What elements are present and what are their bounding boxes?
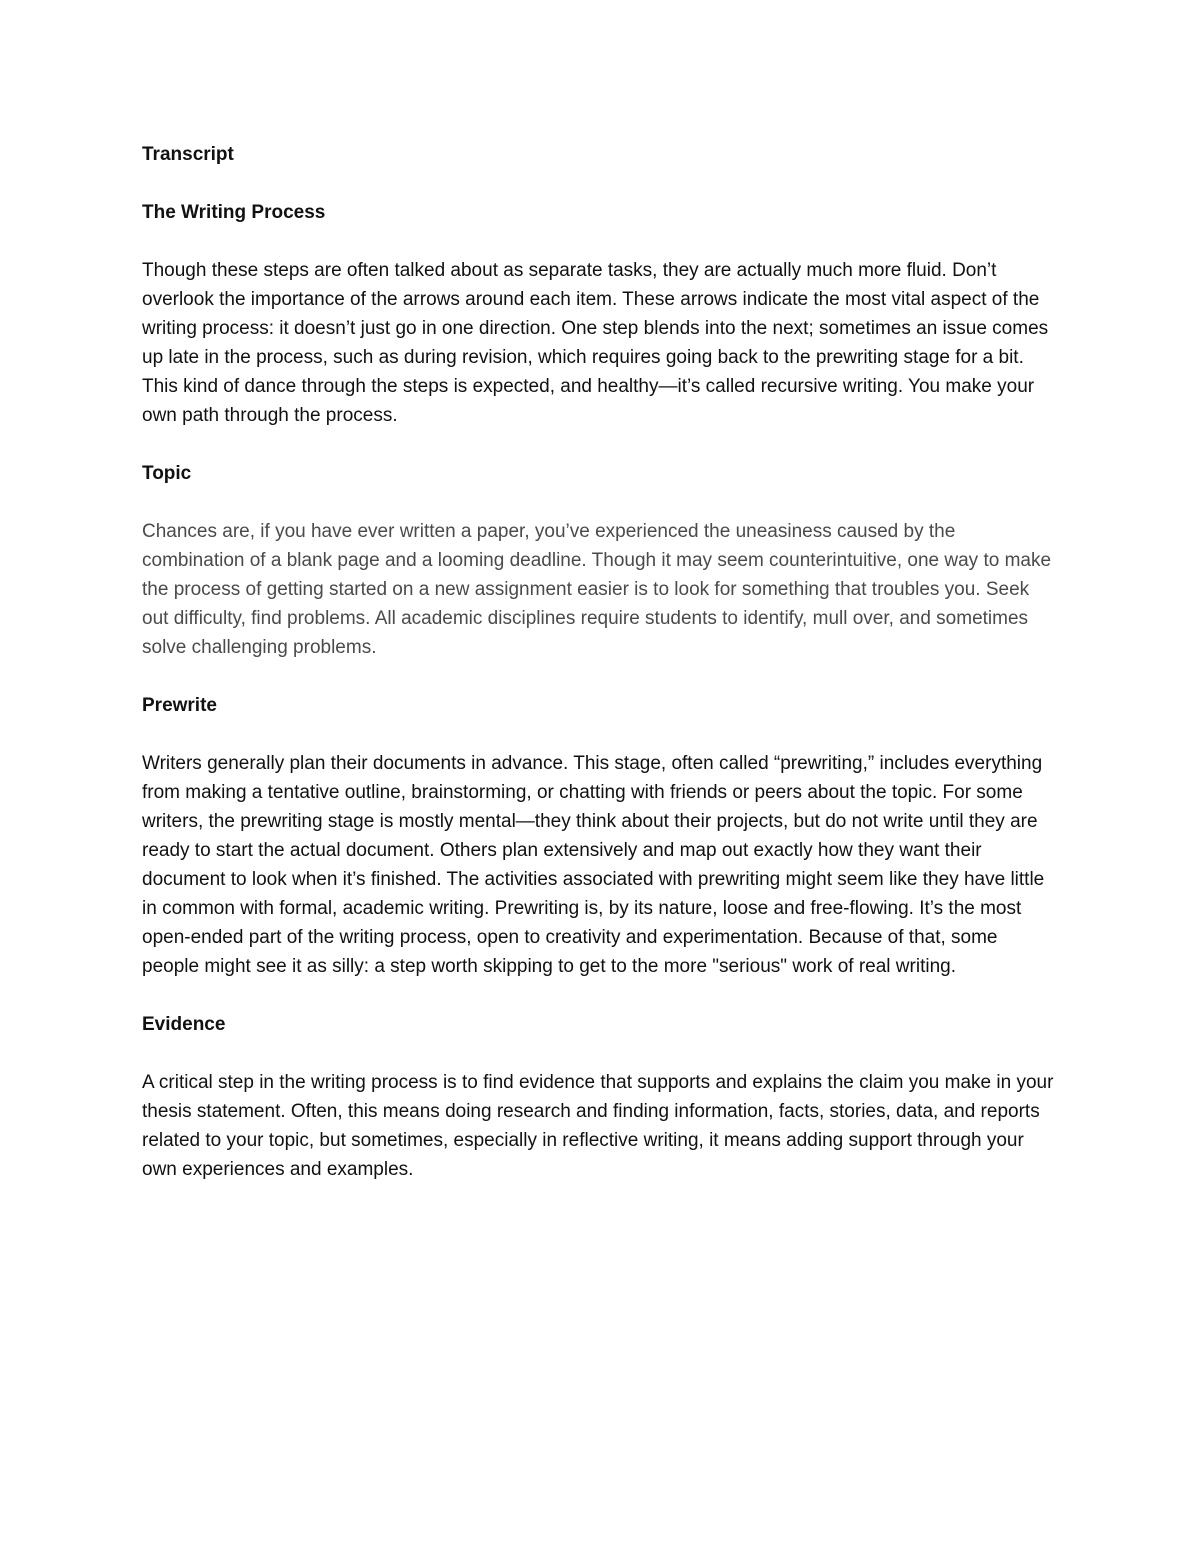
section-paragraph: Writers generally plan their documents in advance. This stage, often called “prewriting,” includes everything from making a tentative outline, brainstorming, or chatting with friends or peers about the topic. For some writers, the prewriting stage is mostly mental—they think about their projects, but do not write until they are ready to start the actual document. Others plan extensively and map out exactly how they want their document to look when it’s finished. The activities associated with prewriting might seem like they have little in common with formal, academic writing. Prewriting is, by its nature, loose and free-flowing. It’s the most open-ended part of the writing process, open to creativity and experimentation. Because of that, some people might see it as silly: a step worth skipping to get to the more "serious" work of real writing.	[142, 753, 1045, 977]
spacer	[142, 662, 1058, 691]
section-heading: Topic	[142, 463, 192, 484]
document-label: Transcript	[142, 144, 234, 165]
section-paragraph: A critical step in the writing process is to find evidence that supports and explains the claim you make in your thesis statement. Often, this means doing research and finding information, facts, stories, data, and reports related to your topic, but sometimes, especially in reflective writing, it means adding support through your own experiences and examples.	[142, 1072, 1054, 1180]
section-heading: The Writing Process	[142, 202, 326, 223]
section-paragraph: Chances are, if you have ever written a paper, you’ve experienced the uneasiness caused by the combination of a blank page and a looming deadline. Though it may seem counterintuitive, one way to make the process of getting started on a new assignment easier is to look for something that troubles you. Seek out difficulty, find problems. All academic disciplines require students to identify, mull over, and sometimes solve challenging problems.	[142, 521, 1052, 658]
section-heading: Evidence	[142, 1014, 226, 1035]
spacer	[142, 720, 1058, 749]
section-writing-process	[142, 198, 1058, 430]
section-paragraph: Though these steps are often talked about as separate tasks, they are actually much more fluid. Don’t overlook the importance of the arrows around each item. These arrows indicate the most vital aspect of the writing process: it doesn’t just go in one direction. One step blends into the next; sometimes an issue comes up late in the process, such as during revision, which requires going back to the prewriting stage for a bit. This kind of dance through the steps is expected, and healthy—it’s called recursive writing. You make your own path through the process.	[142, 260, 1049, 426]
spacer	[142, 169, 1058, 198]
spacer	[142, 1039, 1058, 1068]
section-evidence	[142, 1010, 1058, 1184]
spacer	[142, 227, 1058, 256]
spacer	[142, 981, 1058, 1010]
section-topic	[142, 459, 1058, 662]
spacer	[142, 488, 1058, 517]
section-heading: Prewrite	[142, 695, 217, 716]
spacer	[142, 430, 1058, 459]
section-prewrite	[142, 691, 1058, 981]
